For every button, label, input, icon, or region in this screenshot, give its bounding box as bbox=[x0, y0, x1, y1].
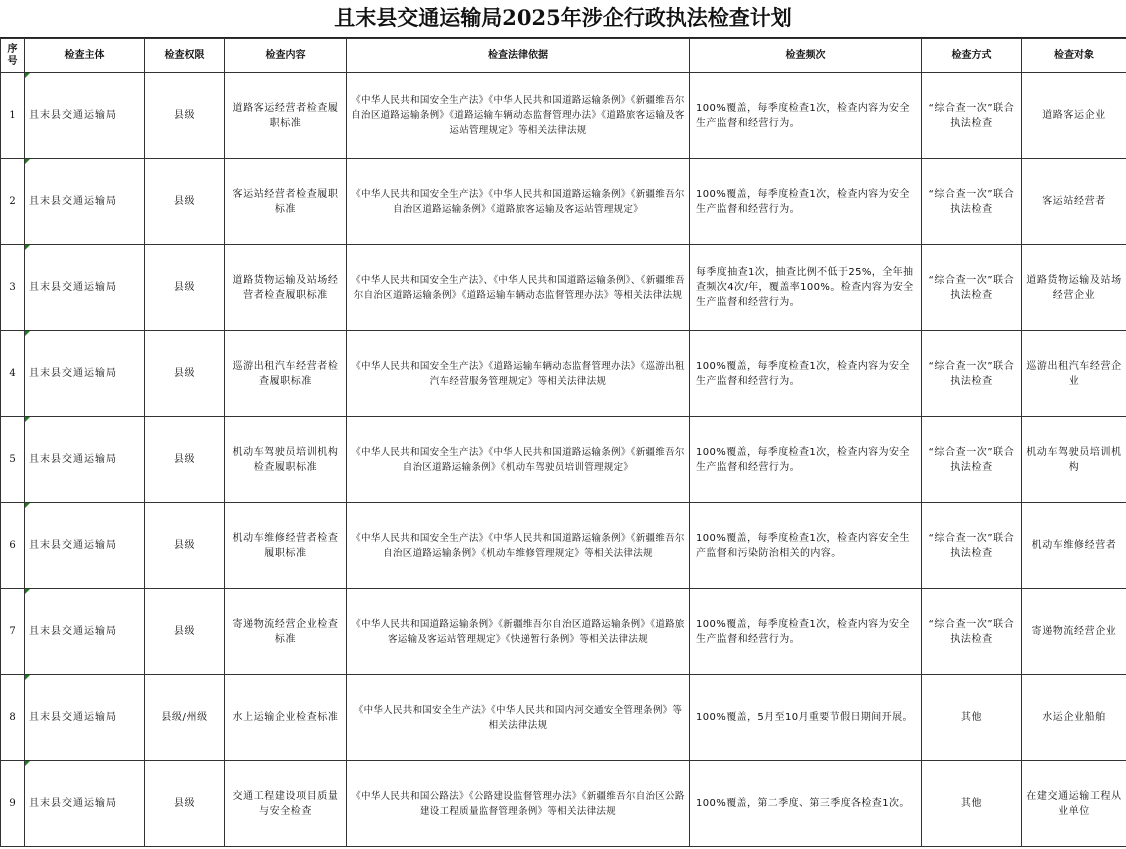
cell-entity: 且末县交通运输局 bbox=[25, 159, 145, 245]
cell-authority: 县级 bbox=[145, 331, 225, 417]
header-target: 检查对象 bbox=[1022, 39, 1126, 73]
cell-basis: 《中华人民共和国安全生产法》《中华人民共和国内河交通安全管理条例》等相关法律法规 bbox=[347, 675, 690, 761]
table-row bbox=[1, 503, 1126, 589]
cell-basis: 《中华人民共和国安全生产法》《道路运输车辆动态监督管理办法》《巡游出租汽车经营服务管理规定》等相关法律法规 bbox=[347, 331, 690, 417]
cell-content: 机动车驾驶员培训机构检查履职标准 bbox=[225, 417, 347, 503]
cell-authority: 县级/州级 bbox=[145, 675, 225, 761]
cell-entity: 且末县交通运输局 bbox=[25, 589, 145, 675]
cell-seq: 5 bbox=[1, 417, 25, 503]
cell-entity: 且末县交通运输局 bbox=[25, 331, 145, 417]
table-row bbox=[1, 159, 1126, 245]
cell-seq: 3 bbox=[1, 245, 25, 331]
header-frequency: 检查频次 bbox=[690, 39, 922, 73]
cell-seq: 7 bbox=[1, 589, 25, 675]
cell-frequency: 100%覆盖，每季度检查1次，检查内容为安全生产监督和经营行为。 bbox=[690, 417, 922, 503]
cell-method: “综合查一次”联合执法检查 bbox=[922, 331, 1022, 417]
cell-seq: 8 bbox=[1, 675, 25, 761]
cell-basis: 《中华人民共和国安全生产法》《中华人民共和国道路运输条例》《新疆维吾尔自治区道路运输条例》《道路旅客运输及客运站管理规定》 bbox=[347, 159, 690, 245]
cell-frequency: 100%覆盖，每季度检查1次，检查内容安全生产监督和污染防治相关的内容。 bbox=[690, 503, 922, 589]
cell-frequency: 100%覆盖，每季度检查1次，检查内容为安全生产监督和经营行为。 bbox=[690, 159, 922, 245]
cell-basis: 《中华人民共和国安全生产法》《中华人民共和国道路运输条例》《新疆维吾尔自治区道路运输条例》《道路运输车辆动态监督管理办法》《道路旅客运输及客运站管理规定》等相关法律法规 bbox=[347, 73, 690, 159]
page-title: 且末县交通运输局2025年涉企行政执法检查计划 bbox=[0, 0, 1126, 38]
cell-authority: 县级 bbox=[145, 73, 225, 159]
table-row bbox=[1, 589, 1126, 675]
cell-target: 寄递物流经营企业 bbox=[1022, 589, 1126, 675]
cell-content: 道路客运经营者检查履职标准 bbox=[225, 73, 347, 159]
cell-seq: 9 bbox=[1, 761, 25, 847]
cell-method: “综合查一次”联合执法检查 bbox=[922, 417, 1022, 503]
header-basis: 检查法律依据 bbox=[347, 39, 690, 73]
cell-content: 巡游出租汽车经营者检查履职标准 bbox=[225, 331, 347, 417]
cell-basis: 《中华人民共和国安全生产法》《中华人民共和国道路运输条例》《新疆维吾尔自治区道路运输条例》《机动车驾驶员培训管理规定》 bbox=[347, 417, 690, 503]
header-entity: 检查主体 bbox=[25, 39, 145, 73]
header-authority: 检查权限 bbox=[145, 39, 225, 73]
cell-authority: 县级 bbox=[145, 417, 225, 503]
table-row bbox=[1, 245, 1126, 331]
cell-method: “综合查一次”联合执法检查 bbox=[922, 589, 1022, 675]
cell-content: 交通工程建设项目质量与安全检查 bbox=[225, 761, 347, 847]
cell-target: 机动车驾驶员培训机构 bbox=[1022, 417, 1126, 503]
cell-entity: 且末县交通运输局 bbox=[25, 503, 145, 589]
cell-target: 巡游出租汽车经营企业 bbox=[1022, 331, 1126, 417]
cell-target: 水运企业船舶 bbox=[1022, 675, 1126, 761]
cell-method: 其他 bbox=[922, 675, 1022, 761]
cell-content: 水上运输企业检查标准 bbox=[225, 675, 347, 761]
table-row bbox=[1, 331, 1126, 417]
cell-content: 机动车维修经营者检查履职标准 bbox=[225, 503, 347, 589]
cell-method: 其他 bbox=[922, 761, 1022, 847]
cell-authority: 县级 bbox=[145, 589, 225, 675]
cell-authority: 县级 bbox=[145, 503, 225, 589]
cell-frequency: 每季度抽查1次，抽查比例不低于25%，全年抽查频次4次/年，覆盖率100%。检查内容为安全生产监督和经营行为。 bbox=[690, 245, 922, 331]
cell-method: “综合查一次”联合执法检查 bbox=[922, 73, 1022, 159]
cell-target: 道路货物运输及站场经营企业 bbox=[1022, 245, 1126, 331]
cell-authority: 县级 bbox=[145, 245, 225, 331]
cell-entity: 且末县交通运输局 bbox=[25, 245, 145, 331]
header-content: 检查内容 bbox=[225, 39, 347, 73]
cell-frequency: 100%覆盖，每季度检查1次，检查内容为安全生产监督和经营行为。 bbox=[690, 73, 922, 159]
cell-entity: 且末县交通运输局 bbox=[25, 675, 145, 761]
cell-frequency: 100%覆盖，第二季度、第三季度各检查1次。 bbox=[690, 761, 922, 847]
cell-content: 客运站经营者检查履职标准 bbox=[225, 159, 347, 245]
cell-basis: 《中华人民共和国公路法》《公路建设监督管理办法》《新疆维吾尔自治区公路建设工程质量监督管理条例》等相关法律法规 bbox=[347, 761, 690, 847]
cell-frequency: 100%覆盖，每季度检查1次，检查内容为安全生产监督和经营行为。 bbox=[690, 331, 922, 417]
cell-authority: 县级 bbox=[145, 159, 225, 245]
table-row bbox=[1, 417, 1126, 503]
table-row bbox=[1, 675, 1126, 761]
cell-entity: 且末县交通运输局 bbox=[25, 761, 145, 847]
cell-basis: 《中华人民共和国安全生产法》、《中华人民共和国道路运输条例》、《新疆维吾尔自治区道路运输条例》《道路运输车辆动态监督管理办法》等相关法律法规 bbox=[347, 245, 690, 331]
cell-seq: 6 bbox=[1, 503, 25, 589]
cell-method: “综合查一次”联合执法检查 bbox=[922, 245, 1022, 331]
cell-target: 机动车维修经营者 bbox=[1022, 503, 1126, 589]
cell-seq: 4 bbox=[1, 331, 25, 417]
cell-target: 道路客运企业 bbox=[1022, 73, 1126, 159]
table-header-row bbox=[1, 39, 1126, 73]
cell-method: “综合查一次”联合执法检查 bbox=[922, 503, 1022, 589]
cell-frequency: 100%覆盖，每季度检查1次，检查内容为安全生产监督和经营行为。 bbox=[690, 589, 922, 675]
table-row bbox=[1, 761, 1126, 847]
cell-basis: 《中华人民共和国道路运输条例》《新疆维吾尔自治区道路运输条例》《道路旅客运输及客运站管理规定》《快递暂行条例》等相关法律法规 bbox=[347, 589, 690, 675]
cell-entity: 且末县交通运输局 bbox=[25, 417, 145, 503]
table-row bbox=[1, 73, 1126, 159]
header-seq: 序号 bbox=[1, 39, 25, 73]
cell-content: 道路货物运输及站场经营者检查履职标准 bbox=[225, 245, 347, 331]
inspection-plan-table bbox=[0, 38, 1126, 847]
cell-entity: 且末县交通运输局 bbox=[25, 73, 145, 159]
cell-seq: 1 bbox=[1, 73, 25, 159]
cell-target: 在建交通运输工程从业单位 bbox=[1022, 761, 1126, 847]
cell-basis: 《中华人民共和国安全生产法》《中华人民共和国道路运输条例》《新疆维吾尔自治区道路运输条例》《机动车维修管理规定》等相关法律法规 bbox=[347, 503, 690, 589]
cell-content: 寄递物流经营企业检查标准 bbox=[225, 589, 347, 675]
cell-method: “综合查一次”联合执法检查 bbox=[922, 159, 1022, 245]
cell-frequency: 100%覆盖，5月至10月重要节假日期间开展。 bbox=[690, 675, 922, 761]
header-method: 检查方式 bbox=[922, 39, 1022, 73]
cell-seq: 2 bbox=[1, 159, 25, 245]
cell-target: 客运站经营者 bbox=[1022, 159, 1126, 245]
cell-authority: 县级 bbox=[145, 761, 225, 847]
